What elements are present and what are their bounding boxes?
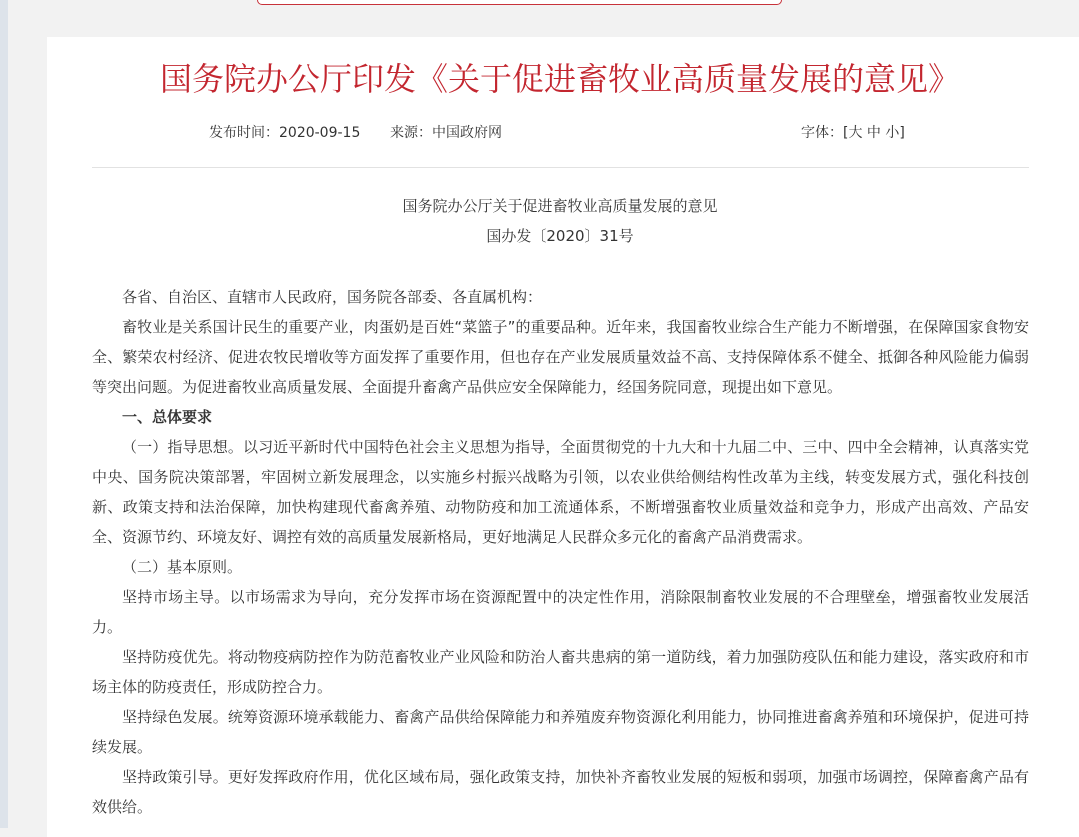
top-tab-outline (257, 0, 782, 5)
header-divider (92, 167, 1029, 168)
article-body (92, 282, 1029, 822)
font-medium-button[interactable]: 中 (866, 125, 881, 141)
paragraph-basic-principles: （二）基本原则。 (122, 558, 243, 576)
paragraph-policy-guidance: 坚持政策引导。更好发挥政府作用，优化区域布局，强化政策支持，加快补齐畜牧业发展的短板和弱项，加强市场调控，保障畜禽产品有效供给。 (92, 768, 1029, 816)
font-large-button[interactable]: 大 (848, 125, 863, 141)
font-small-button[interactable]: 小 (885, 125, 900, 141)
paragraph-guiding-ideology: （一）指导思想。以习近平新时代中国特色社会主义思想为指导，全面贯彻党的十九大和十九届二中、三中、四中全会精神，认真落实党中央、国务院决策部署，牢固树立新发展理念，以实施乡村振兴战略为引领，以农业供给侧结构性改革为主线，转变发展方式，强化科技创新、政策支持和法治保障，加快构建现代畜禽养殖、动物防疫和加工流通体系，不断增强畜牧业质量效益和竞争力，形成产出高效、产品安全、资源节约、环境友好、调控有效的高质量发展新格局，更好地满足人民群众多元化的畜禽产品消费需求。 (92, 438, 1029, 546)
paragraph-green-development: 坚持绿色发展。统筹资源环境承载能力、畜禽产品供给保障能力和养殖废弃物资源化利用能力，协同推进畜禽养殖和环境保护，促进可持续发展。 (92, 708, 1029, 756)
article-title: 国务院办公厅印发《关于促进畜牧业高质量发展的意见》 (159, 60, 960, 98)
article-card (47, 37, 1079, 837)
font-size-switcher (801, 123, 905, 143)
publish-label: 发布时间： (209, 125, 279, 141)
paragraph-intro: 畜牧业是关系国计民生的重要产业，肉蛋奶是百姓“菜篮子”的重要品种。近年来，我国畜牧业综合生产能力不断增强，在保障国家食物安全、繁荣农村经济、促进农牧民增收等方面发挥了重要作用，但也存在产业发展质量效益不高、支持保障体系不健全、抵御各种风险能力偏弱等突出问题。为促进畜牧业高质量发展、全面提升畜禽产品供应安全保障能力，经国务院同意，现提出如下意见。 (92, 318, 1029, 396)
section-heading: 一、总体要求 (122, 408, 213, 426)
document-number: 国办发〔2020〕31号 (486, 227, 634, 245)
paragraph-addressee: 各省、自治区、直辖市人民政府，国务院各部委、各直属机构： (122, 288, 543, 306)
font-size-close: ] (899, 125, 905, 141)
source-label: 来源： (390, 125, 432, 141)
source-value: 中国政府网 (432, 125, 502, 141)
document-heading: 国务院办公厅关于促进畜牧业高质量发展的意见 (402, 197, 718, 215)
font-size-label: 字体：[ (801, 125, 849, 141)
source (390, 123, 502, 143)
publish-date (209, 123, 360, 143)
paragraph-market-led: 坚持市场主导。以市场需求为导向，充分发挥市场在资源配置中的决定性作用，消除限制畜牧业发展的不合理壁垒，增强畜牧业发展活力。 (92, 588, 1029, 636)
paragraph-epidemic-prevention: 坚持防疫优先。将动物疫病防控作为防范畜牧业产业风险和防治人畜共患病的第一道防线，着力加强防疫队伍和能力建设，落实政府和市场主体的防疫责任，形成防控合力。 (92, 648, 1029, 696)
left-edge-strip (0, 0, 8, 828)
publish-date-value: 2020-09-15 (279, 125, 361, 141)
